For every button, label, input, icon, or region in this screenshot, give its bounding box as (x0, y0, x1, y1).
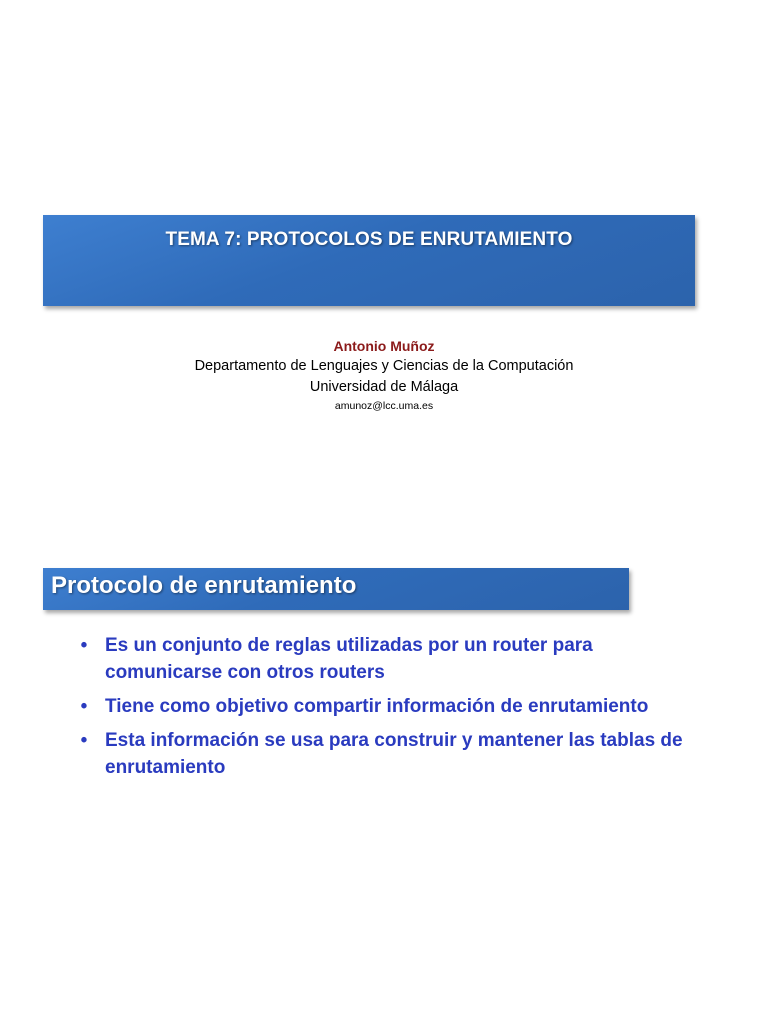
bullet-item (78, 632, 708, 686)
title-banner (43, 215, 695, 306)
slide-title: TEMA 7: PROTOCOLOS DE ENRUTAMIENTO (165, 229, 573, 250)
department-name: Departamento de Lenguajes y Ciencias de la Computación (194, 358, 574, 374)
university-name: Universidad de Málaga (309, 379, 459, 395)
bullet-item (78, 727, 708, 781)
bullet-dot-icon: • (80, 696, 88, 717)
bullet-dot-icon: • (80, 635, 88, 656)
section-title: Protocolo de enrutamiento (51, 572, 357, 599)
author-email: amunoz@lcc.uma.es (334, 400, 434, 412)
bullet-dot-icon: • (80, 730, 88, 751)
bullet-text: Tiene como objetivo compartir información de enrutamiento (105, 696, 649, 717)
section-banner (43, 568, 629, 610)
author-name: Antonio Muñoz (333, 338, 435, 354)
author-block (0, 336, 768, 414)
bullet-text: Es un conjunto de reglas utilizadas por un router para comunicarse con otros routers (105, 635, 593, 683)
bullet-text: Esta información se usa para construir y mantener las tablas de enrutamiento (105, 730, 683, 778)
bullet-list (78, 632, 708, 788)
bullet-item (78, 693, 708, 720)
